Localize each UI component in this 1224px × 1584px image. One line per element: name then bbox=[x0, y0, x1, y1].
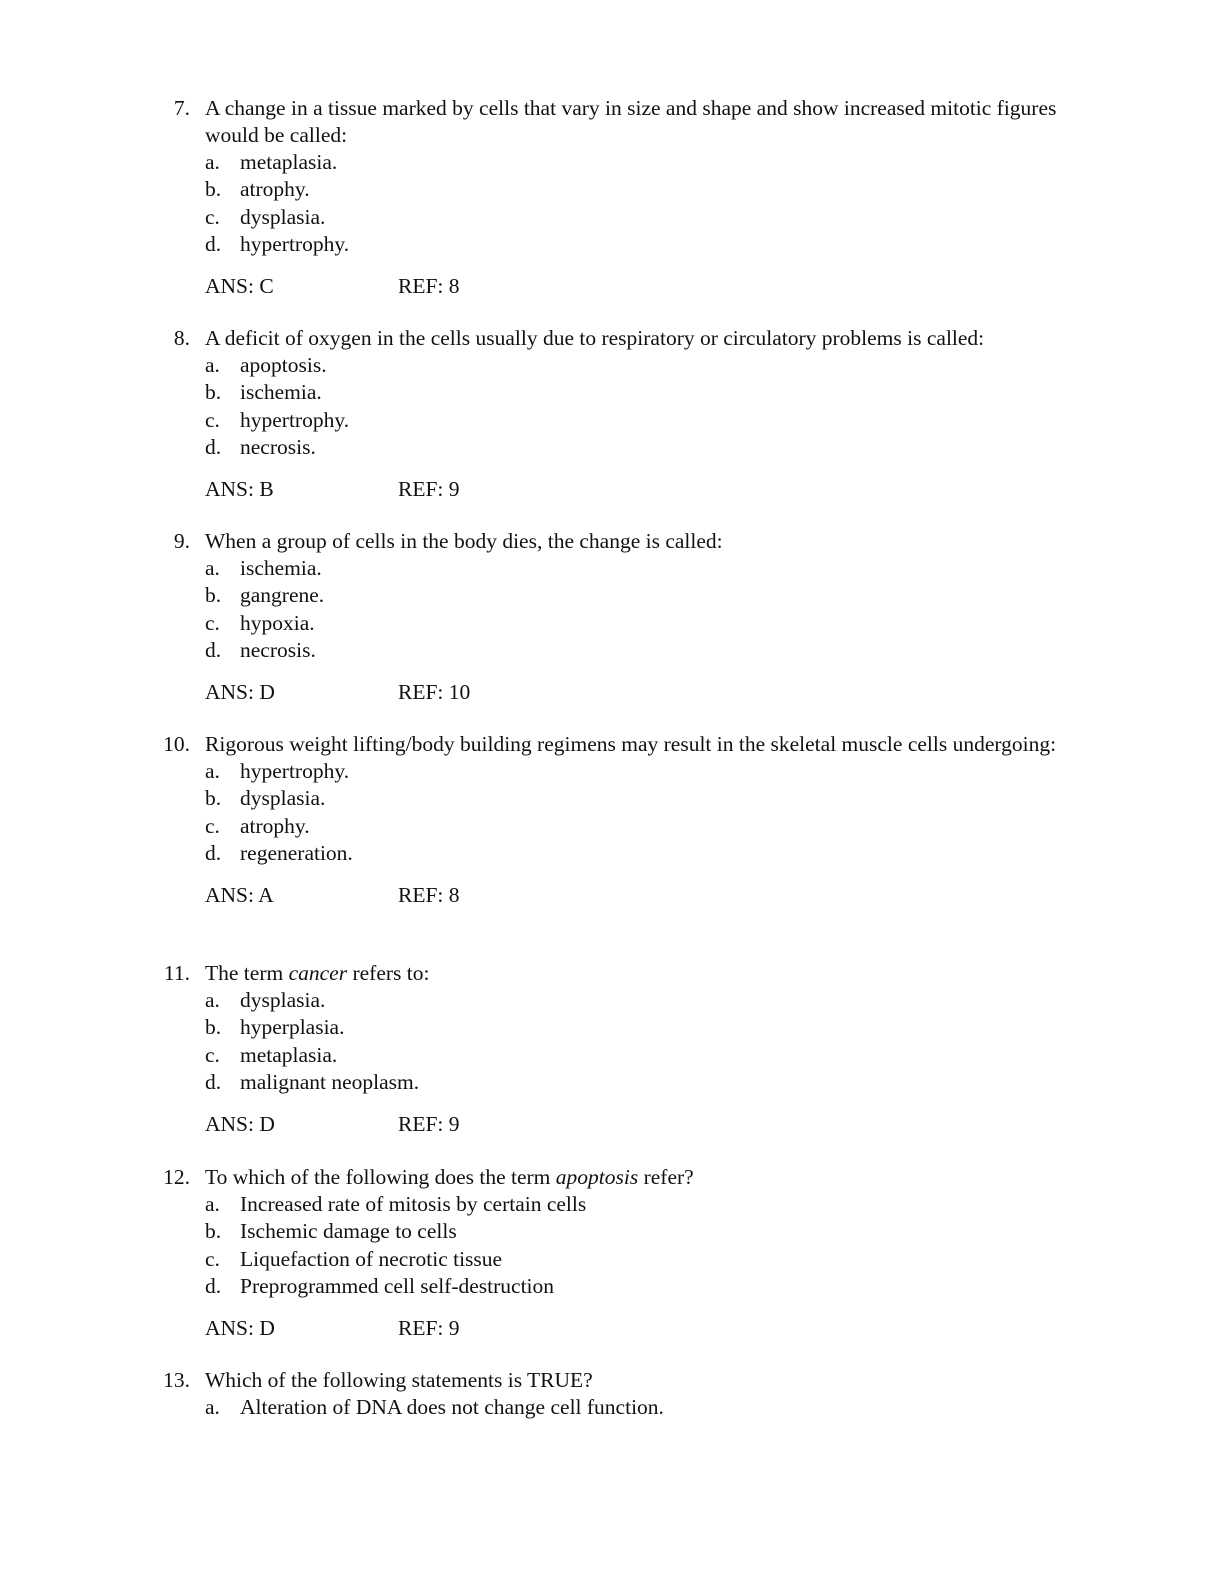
question-stem: Which of the following statements is TRUE? bbox=[205, 1368, 593, 1392]
option-text: Preprogrammed cell self-destruction bbox=[240, 1273, 555, 1298]
option-c bbox=[0, 204, 1224, 231]
page-reference: REF: 8 bbox=[398, 274, 460, 299]
option-a bbox=[0, 758, 1224, 785]
answer-key: ANS: D bbox=[205, 680, 275, 705]
option-text: hypoxia. bbox=[240, 610, 315, 635]
option-letter: d. bbox=[205, 840, 222, 865]
question-8 bbox=[0, 325, 1224, 503]
question-number: 13. bbox=[163, 1368, 190, 1392]
stem-term: cancer bbox=[288, 961, 348, 985]
option-text: regeneration. bbox=[240, 840, 353, 865]
option-letter: a. bbox=[205, 150, 220, 174]
question-7 bbox=[0, 95, 1224, 300]
option-text: dysplasia. bbox=[240, 988, 326, 1012]
option-text: Liquefaction of necrotic tissue bbox=[240, 1246, 503, 1271]
option-c bbox=[0, 610, 1224, 637]
question-13 bbox=[0, 1367, 1224, 1421]
page-reference: REF: 8 bbox=[398, 883, 460, 908]
option-b bbox=[0, 379, 1224, 406]
option-text: apoptosis. bbox=[240, 353, 327, 377]
option-b bbox=[0, 582, 1224, 609]
stem-text: refers to: bbox=[347, 961, 430, 985]
question-stem bbox=[205, 1164, 1085, 1191]
option-text: malignant neoplasm. bbox=[240, 1069, 420, 1094]
option-d bbox=[0, 434, 1224, 461]
option-letter: c. bbox=[205, 407, 220, 432]
answer-key: ANS: D bbox=[205, 1112, 275, 1137]
option-a bbox=[0, 352, 1224, 379]
option-letter: c. bbox=[205, 1246, 220, 1271]
option-letter: b. bbox=[205, 1015, 222, 1040]
option-text: metaplasia. bbox=[240, 1042, 338, 1067]
stem-text: To which of the following does the term bbox=[205, 1165, 556, 1189]
page-reference: REF: 9 bbox=[398, 1112, 460, 1137]
option-d bbox=[0, 840, 1224, 867]
question-stem bbox=[205, 960, 1085, 987]
option-letter: b. bbox=[205, 786, 222, 811]
option-a bbox=[0, 149, 1224, 176]
page-reference: REF: 9 bbox=[398, 477, 460, 502]
option-letter: b. bbox=[205, 177, 222, 202]
question-number: 8. bbox=[173, 326, 190, 350]
option-letter: d. bbox=[205, 1273, 222, 1298]
option-d bbox=[0, 1069, 1224, 1096]
option-text: Alteration of DNA does not change cell function. bbox=[240, 1395, 664, 1419]
page-reference: REF: 9 bbox=[398, 1316, 460, 1341]
question-stem: A deficit of oxygen in the cells usually due to respiratory or circulatory problems is called: bbox=[205, 326, 985, 350]
option-letter: a. bbox=[205, 1395, 220, 1419]
option-text: ischemia. bbox=[240, 556, 322, 580]
answer-row bbox=[0, 1315, 1224, 1342]
option-letter: c. bbox=[205, 204, 220, 229]
question-11 bbox=[0, 960, 1224, 1138]
option-a bbox=[0, 555, 1224, 582]
option-a bbox=[0, 1191, 1224, 1218]
option-b bbox=[0, 1218, 1224, 1245]
option-text: gangrene. bbox=[240, 583, 325, 608]
answer-key: ANS: D bbox=[205, 1316, 275, 1341]
option-letter: a. bbox=[205, 988, 220, 1012]
stem-text: refer? bbox=[638, 1165, 694, 1189]
option-text: atrophy. bbox=[240, 177, 310, 202]
option-text: metaplasia. bbox=[240, 150, 338, 174]
question-number: 11. bbox=[163, 961, 190, 985]
option-text: hypertrophy. bbox=[240, 407, 350, 432]
option-text: Ischemic damage to cells bbox=[240, 1219, 457, 1244]
question-stem: Rigorous weight lifting/body building regimens may result in the skeletal muscle cells undergoing: bbox=[205, 732, 1057, 756]
option-letter: c. bbox=[205, 813, 220, 838]
option-letter: d. bbox=[205, 637, 222, 662]
question-number: 10. bbox=[163, 732, 190, 756]
question-10 bbox=[0, 731, 1224, 909]
option-letter: d. bbox=[205, 231, 222, 256]
option-c bbox=[0, 1246, 1224, 1273]
option-c bbox=[0, 813, 1224, 840]
answer-key: ANS: A bbox=[205, 883, 274, 908]
option-b bbox=[0, 1014, 1224, 1041]
answer-row bbox=[0, 273, 1224, 300]
option-text: atrophy. bbox=[240, 813, 310, 838]
option-letter: b. bbox=[205, 1219, 222, 1244]
option-a bbox=[0, 987, 1224, 1014]
option-letter: a. bbox=[205, 759, 220, 783]
option-letter: a. bbox=[205, 556, 220, 580]
question-number: 9. bbox=[173, 529, 190, 553]
answer-row bbox=[0, 882, 1224, 909]
answer-key: ANS: C bbox=[205, 274, 274, 299]
option-letter: a. bbox=[205, 1192, 220, 1216]
option-text: hypertrophy. bbox=[240, 231, 350, 256]
option-d bbox=[0, 637, 1224, 664]
stem-term: apoptosis bbox=[555, 1165, 639, 1189]
question-12 bbox=[0, 1164, 1224, 1342]
option-d bbox=[0, 1273, 1224, 1300]
stem-text: The term bbox=[205, 961, 289, 985]
option-c bbox=[0, 407, 1224, 434]
answer-key: ANS: B bbox=[205, 477, 274, 502]
option-text: necrosis. bbox=[240, 434, 316, 459]
option-letter: c. bbox=[205, 610, 220, 635]
option-letter: d. bbox=[205, 434, 222, 459]
question-number: 12. bbox=[163, 1165, 190, 1189]
answer-row bbox=[0, 476, 1224, 503]
option-a bbox=[0, 1394, 1224, 1421]
option-text: dysplasia. bbox=[240, 786, 326, 811]
option-letter: c. bbox=[205, 1042, 220, 1067]
option-letter: d. bbox=[205, 1069, 222, 1094]
option-text: necrosis. bbox=[240, 637, 316, 662]
option-text: hypertrophy. bbox=[240, 759, 350, 783]
answer-row bbox=[0, 1111, 1224, 1138]
answer-row bbox=[0, 679, 1224, 706]
question-number: 7. bbox=[173, 96, 190, 120]
option-text: hyperplasia. bbox=[240, 1015, 345, 1040]
option-text: ischemia. bbox=[240, 380, 322, 405]
option-b bbox=[0, 176, 1224, 203]
option-letter: b. bbox=[205, 583, 222, 608]
question-stem: When a group of cells in the body dies, the change is called: bbox=[205, 529, 723, 553]
page-reference: REF: 10 bbox=[398, 680, 471, 705]
option-b bbox=[0, 785, 1224, 812]
question-stem: A change in a tissue marked by cells that vary in size and shape and show increased mitotic figures would be called: bbox=[205, 96, 1057, 147]
option-text: Increased rate of mitosis by certain cells bbox=[240, 1192, 587, 1216]
option-c bbox=[0, 1042, 1224, 1069]
option-letter: a. bbox=[205, 353, 220, 377]
option-d bbox=[0, 231, 1224, 258]
option-letter: b. bbox=[205, 380, 222, 405]
option-text: dysplasia. bbox=[240, 204, 326, 229]
question-9 bbox=[0, 528, 1224, 706]
